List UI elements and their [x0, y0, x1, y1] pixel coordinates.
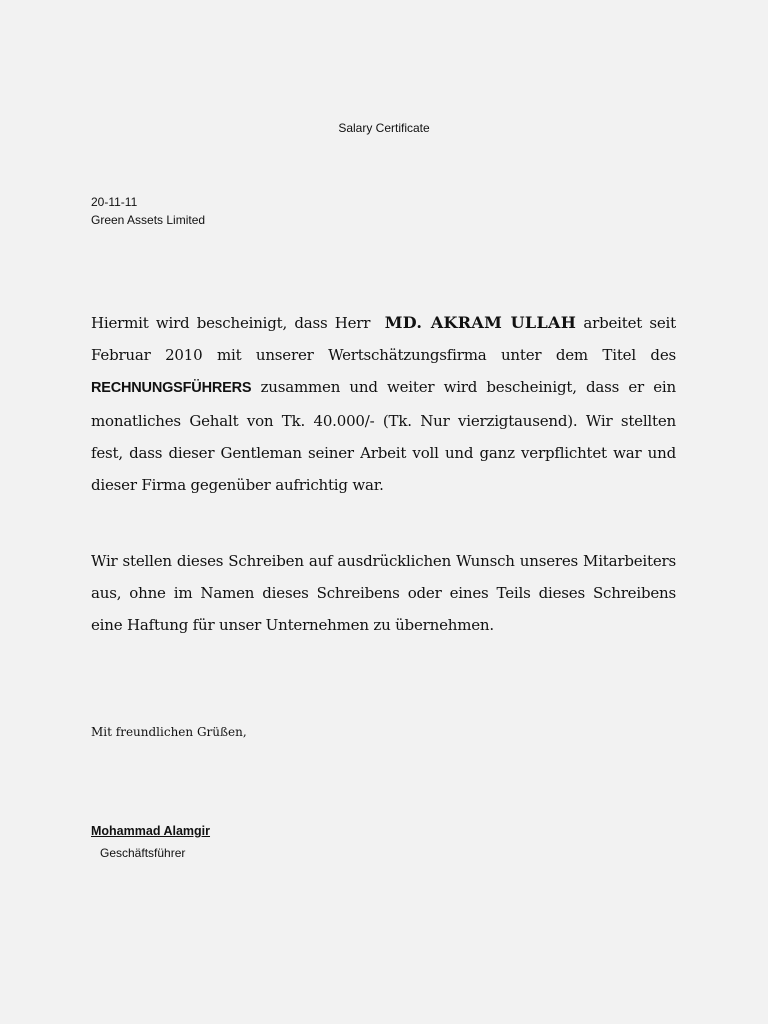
certification-paragraph [91, 307, 676, 501]
employee-title: RECHNUNGSFÜHRERS [91, 380, 252, 397]
disclaimer-paragraph: Wir stellen dieses Schreiben auf ausdrücklichen Wunsch unseres Mitarbeiters aus, ohne im Namen dieses Schreibens oder eines Teils dieses Schreibens eine Haftung für unser Unternehmen zu übernehmen. [91, 552, 676, 635]
closing-salutation: Mit freundlichen Grüßen, [91, 725, 247, 739]
signer-role: Geschäftsführer [100, 846, 186, 860]
document-title: Salary Certificate [338, 121, 430, 135]
paragraph-text: zusammen und weiter wird bescheinigt, dass er ein monatliches Gehalt von Tk. 40.000/- (Tk. Nur vierzigtausend). Wir stellten fest, dass dieser Gentleman seiner Arbeit voll und ganz verpflichtet war und dieser Firma gegenüber aufrichtig war. [91, 378, 676, 495]
paragraph-text: Hiermit wird bescheinigt, dass Herr [91, 314, 378, 332]
company-name: Green Assets Limited [91, 213, 206, 227]
document-date: 20-11-11 [91, 195, 138, 209]
employee-name: MD. AKRAM ULLAH [384, 313, 577, 332]
signer-name: Mohammad Alamgir [91, 824, 211, 838]
paragraph-text: arbeitet seit Februar 2010 mit unserer Wertschätzungsfirma unter dem Titel des [91, 314, 676, 365]
